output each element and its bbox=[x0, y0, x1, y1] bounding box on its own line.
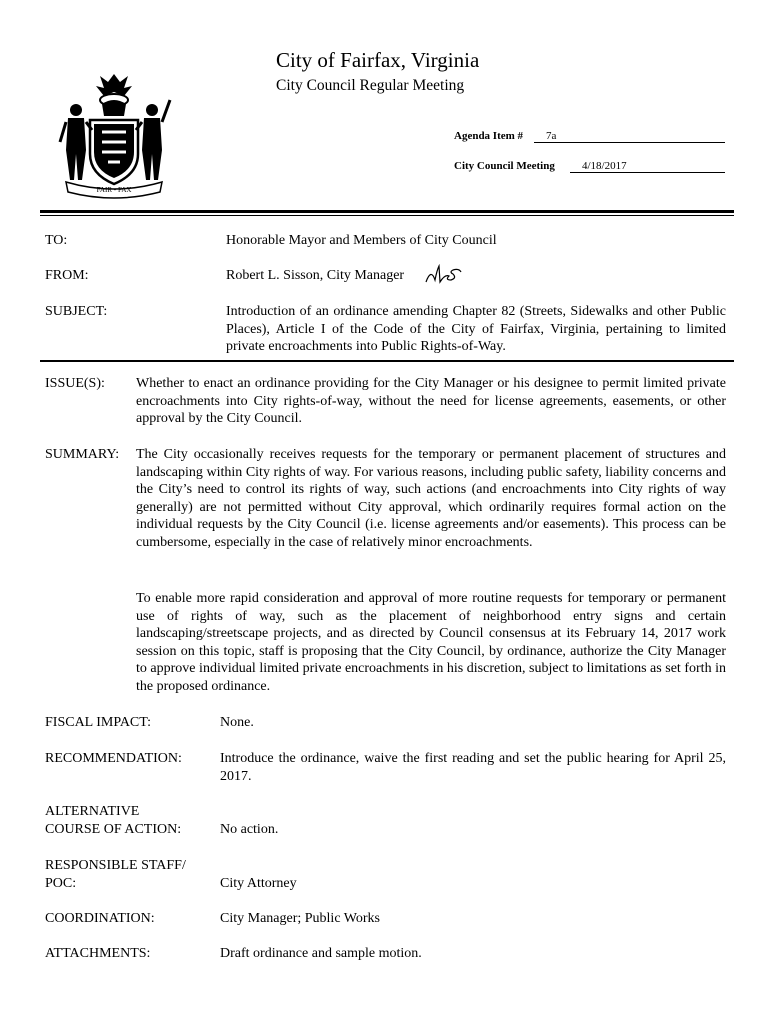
fiscal-impact-label: FISCAL IMPACT: bbox=[45, 715, 152, 730]
responsible-staff-label-line-1: RESPONSIBLE STAFF/ bbox=[45, 858, 186, 873]
from-value: Robert L. Sisson, City Manager bbox=[226, 268, 405, 283]
subject-value: Introduction of an ordinance amending Chapter 82 (Streets, Sidewalks and other Public Places), Article I of the Code of the City of Fairfax, Virginia, pertaining to limited private encroachments into Public Rights-of-Way. bbox=[226, 304, 726, 354]
to-value: Honorable Mayor and Members of City Council bbox=[226, 233, 497, 248]
coordination-label: COORDINATION: bbox=[45, 911, 155, 926]
responsible-staff-label-line-2: POC: bbox=[45, 876, 77, 891]
summary-label: SUMMARY: bbox=[45, 447, 120, 462]
header-divider bbox=[40, 210, 734, 213]
coordination-value: City Manager; Public Works bbox=[220, 911, 380, 926]
initials-signature bbox=[423, 264, 465, 286]
page-subtitle: City Council Regular Meeting bbox=[276, 77, 465, 94]
from-label: FROM: bbox=[45, 268, 89, 283]
responsible-staff-value: City Attorney bbox=[220, 876, 297, 891]
attachments-label: ATTACHMENTS: bbox=[45, 946, 151, 961]
alternative-value: No action. bbox=[220, 822, 279, 837]
svg-text:FAIR • FAX: FAIR • FAX bbox=[96, 186, 132, 194]
header-divider-thin bbox=[40, 215, 734, 216]
subject-label: SUBJECT: bbox=[45, 304, 108, 319]
issues-text: Whether to enact an ordinance providing for the City Manager or his designee to permit limited private encroachments into City rights-of-way, without the need for license agreements, easements, or other approval by the City Council. bbox=[136, 376, 726, 426]
agenda-item-label: Agenda Item # bbox=[454, 130, 524, 142]
memo-divider bbox=[40, 360, 734, 362]
alternative-label-line-1: ALTERNATIVE bbox=[45, 804, 140, 819]
meeting-date-value: 4/18/2017 bbox=[570, 160, 725, 173]
to-label: TO: bbox=[45, 233, 68, 248]
summary-paragraph-2: To enable more rapid consideration and approval of more routine requests for temporary or permanent use of rights of way, such as the placement of neighborhood entry signs and certain landscaping/streetscape projects, and as directed by Council consensus at its February 14, 2017 work session on this topic, staff is proposing that the City Council, by ordinance, authorize the City Manager to approve individual limited private encroachments in his discretion, subject to limitations as set forth in the proposed ordinance. bbox=[136, 591, 726, 694]
fiscal-impact-value: None. bbox=[220, 715, 254, 730]
recommendation-label: RECOMMENDATION: bbox=[45, 751, 182, 766]
alternative-label-line-2: COURSE OF ACTION: bbox=[45, 822, 182, 837]
page-title: City of Fairfax, Virginia bbox=[276, 48, 480, 72]
recommendation-value: Introduce the ordinance, waive the first reading and set the public hearing for April 25, 2017. bbox=[220, 751, 726, 784]
summary-paragraph-1: The City occasionally receives requests for the temporary or permanent placement of structures and landscaping within City rights of way. For various reasons, including public safety, liability concerns and the City’s need to control its rights of way, such actions (and encroachments into City rights of way generally) are not permitted without City approval, which ordinarily requires formal action on the individual requests by the City Council (i.e. license agreements and/or easements). This process can be cumbersome, especially in the case of relatively minor encroachments. bbox=[136, 447, 726, 550]
city-seal-logo bbox=[56, 70, 172, 200]
meeting-date-label: City Council Meeting bbox=[454, 160, 555, 172]
agenda-item-value: 7a bbox=[534, 130, 725, 143]
attachments-value: Draft ordinance and sample motion. bbox=[220, 946, 422, 961]
issues-label: ISSUE(S): bbox=[45, 376, 105, 391]
